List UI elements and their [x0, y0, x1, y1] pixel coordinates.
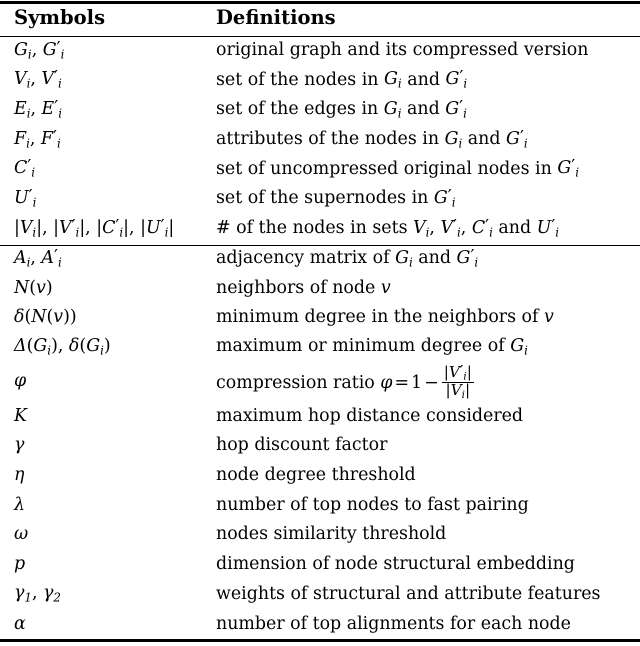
- definition-cell: set of the edges in $G_i$ and $G'_i$: [216, 98, 467, 121]
- symbol-cell: $G_i$, $G'_i$: [14, 38, 65, 62]
- symbol-cell: δ(N(v)): [14, 307, 77, 328]
- table-row: [0, 431, 640, 461]
- column-header-symbols: Symbols: [14, 6, 106, 30]
- definition-cell: set of the supernodes in $G'_i$: [216, 187, 456, 210]
- table-row: [0, 155, 640, 185]
- table-row: [0, 461, 640, 491]
- definition-cell: weights of structural and attribute features: [216, 583, 601, 604]
- table-row: [0, 609, 640, 639]
- symbol-cell: λ: [14, 494, 26, 515]
- symbol-cell: $\Delta(G_i)$, $\delta(G_i)$: [14, 336, 111, 358]
- column-header-definitions: Definitions: [216, 6, 336, 30]
- table-row: [0, 333, 640, 363]
- symbol-cell: φ: [14, 371, 27, 392]
- table-header-row: [0, 0, 640, 36]
- table-row: [0, 402, 640, 432]
- symbol-cell: $F_i$, $F'_i$: [14, 127, 61, 151]
- table-header: [0, 0, 640, 36]
- definition-cell: set of the nodes in $G_i$ and $G'_i$: [216, 68, 468, 91]
- symbol-cell: $C'_i$: [14, 157, 36, 180]
- symbol-cell: p: [14, 554, 26, 575]
- table-row: [0, 520, 640, 550]
- table-row: [0, 214, 640, 244]
- table-body: [0, 36, 640, 639]
- definition-cell: # of the nodes in sets $V_i$, $V'_i$, $C'_i$ and $U'_i$: [216, 216, 560, 240]
- definition-cell: dimension of node structural embedding: [216, 554, 575, 575]
- table-row: [0, 36, 640, 66]
- symbol-cell: γ: [14, 435, 25, 456]
- definition-cell: number of top nodes to fast pairing: [216, 494, 529, 515]
- definition-cell: neighbors of node v: [216, 277, 391, 298]
- table-section-rule: [0, 245, 640, 246]
- table-row: [0, 491, 640, 521]
- table-row: [0, 303, 640, 333]
- symbol-cell: ω: [14, 524, 29, 545]
- table-row: [0, 580, 640, 610]
- definition-cell: hop discount factor: [216, 435, 388, 456]
- table-row: [0, 125, 640, 155]
- table-row: [0, 550, 640, 580]
- symbol-cell: K: [14, 405, 27, 426]
- table-row: [0, 95, 640, 125]
- symbol-cell: η: [14, 465, 25, 486]
- symbol-cell: $A_i$, $A'_i$: [14, 246, 62, 269]
- table-row: [0, 184, 640, 214]
- definition-cell: maximum or minimum degree of $G_i$: [216, 336, 528, 358]
- table-row: [0, 363, 640, 402]
- symbol-cell: $|V_i|$, $|V'_i|$, $|C'_i|$, $|U'_i|$: [14, 216, 175, 240]
- definition-cell: nodes similarity threshold: [216, 524, 447, 545]
- definition-cell: minimum degree in the neighbors of v: [216, 307, 554, 328]
- table-top-rule: [0, 1, 640, 4]
- table-row: [0, 274, 640, 304]
- definition-cell: set of uncompressed original nodes in $G'_i$: [216, 157, 579, 180]
- symbol-cell: $\gamma_1$, $\gamma_2$: [14, 582, 61, 605]
- table-row: [0, 244, 640, 274]
- table-bottom-rule: [0, 639, 640, 642]
- symbol-cell: α: [14, 613, 26, 634]
- table-header-rule: [0, 36, 640, 37]
- symbol-cell: $U'_i$: [14, 187, 37, 210]
- definition-cell: compression ratio φ = 1 − $\frac{|V'_i|}{|V_i|}$: [216, 361, 472, 401]
- definition-cell: maximum hop distance considered: [216, 405, 524, 426]
- definition-cell: node degree threshold: [216, 465, 416, 486]
- definition-cell: attributes of the nodes in $G_i$ and $G'_i$: [216, 127, 528, 151]
- definition-cell: original graph and its compressed version: [216, 40, 589, 61]
- symbol-cell: N(v): [14, 277, 53, 298]
- symbol-cell: $E_i$, $E'_i$: [14, 98, 63, 121]
- table-row: [0, 66, 640, 96]
- definition-cell: number of top alignments for each node: [216, 613, 571, 634]
- symbol-cell: $V_i$, $V'_i$: [14, 68, 62, 91]
- definition-cell: adjacency matrix of $G_i$ and $G'_i$: [216, 246, 479, 269]
